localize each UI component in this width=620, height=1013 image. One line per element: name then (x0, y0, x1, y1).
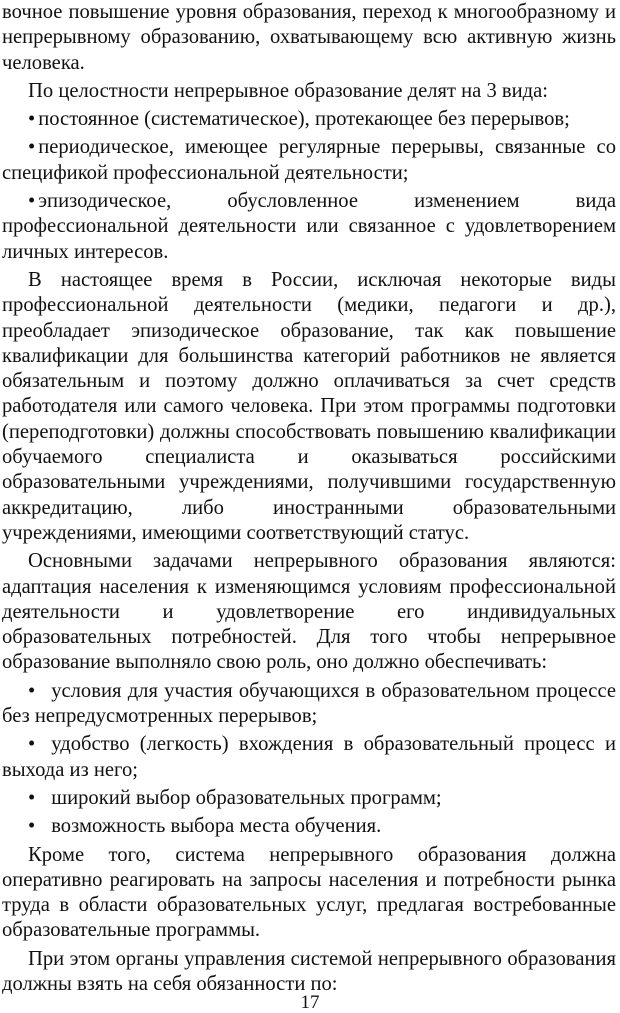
bullet-icon: • (28, 815, 36, 838)
bullet-icon: • (28, 136, 36, 159)
bullet-text: постоянное (систематическое), протекающее без перерывов; (38, 108, 570, 131)
bullet-item (2, 107, 616, 132)
bullet-icon: • (28, 786, 36, 809)
bullet-text: удобство (легкость) вхождения в образовательный процесс и выхода из него; (2, 733, 616, 781)
bullet-text: широкий выбор образовательных программ; (51, 786, 442, 809)
bullet-item (2, 814, 616, 839)
page-number: 17 (300, 992, 320, 1013)
paragraph-text: В настоящее время в России, исключая некоторые виды профессиональной деятельности (медики, педагоги и др.), преобладает эпизодическое образование, так как повышение квалификации для большинства категорий работников не является обязательным и поэтому должно оплачиваться за счет средств работодателя или самого человека. При этом программы подготовки (переподготовки) должны способствовать повышению квалификации обучаемого специалиста и оказываться российскими образовательными учреждениями, получившими государственную аккредитацию, либо иностранными образовательными учреждениями, имеющими соответствующий статус. (2, 268, 616, 544)
bullet-icon: • (28, 679, 36, 702)
paragraph-text: При этом органы управления системой непрерывного образования должны взять на себя обязанности по: (2, 947, 616, 995)
paragraph (2, 843, 616, 944)
bullet-item (2, 135, 616, 186)
paragraph (2, 79, 616, 104)
paragraph (2, 947, 616, 998)
paragraph-text: Основными задачами непрерывного образования являются: адаптация населения к изменяющимся условиям профессиональной деятельности и удовлетворение его индивидуальных образовательных потребностей. Для того чтобы непрерывное образование выполняло свою роль, оно должно обеспечивать: (2, 550, 616, 674)
bullet-icon: • (28, 108, 36, 131)
paragraph (2, 0, 616, 76)
paragraph-text: Кроме того, система непрерывного образования должна оперативно реагировать на запросы населения и потребности рынка труда в области образовательных услуг, предлагая востребованные образовательные программы. (2, 843, 616, 942)
bullet-item (2, 189, 616, 265)
bullet-item (2, 732, 616, 783)
paragraph-text: вочное повышение уровня образования, переход к многообразному и непрерывному образованию, охватывающему всю активную жизнь человека. (2, 1, 616, 74)
body-text (2, 0, 616, 1000)
bullet-text: возможность выбора места обучения. (51, 815, 382, 838)
bullet-item (2, 679, 616, 730)
bullet-text: эпизодическое, обусловленное изменением вида профессиональной деятельности или связанное с удовлетворением личных интересов. (2, 190, 616, 263)
paragraph (2, 549, 616, 675)
bullet-text: периодическое, имеющее регулярные перерывы, связанные со спецификой профессиональной деятельности; (2, 136, 616, 184)
paragraph-text: По целостности непрерывное образование делят на 3 вида: (28, 79, 548, 102)
paragraph (2, 268, 616, 546)
bullet-item (2, 786, 616, 811)
bullet-text: условия для участия обучающихся в образовательном процессе без непредусмотренных перерывов; (2, 679, 616, 728)
bullet-icon: • (28, 190, 36, 213)
bullet-icon: • (28, 733, 36, 756)
